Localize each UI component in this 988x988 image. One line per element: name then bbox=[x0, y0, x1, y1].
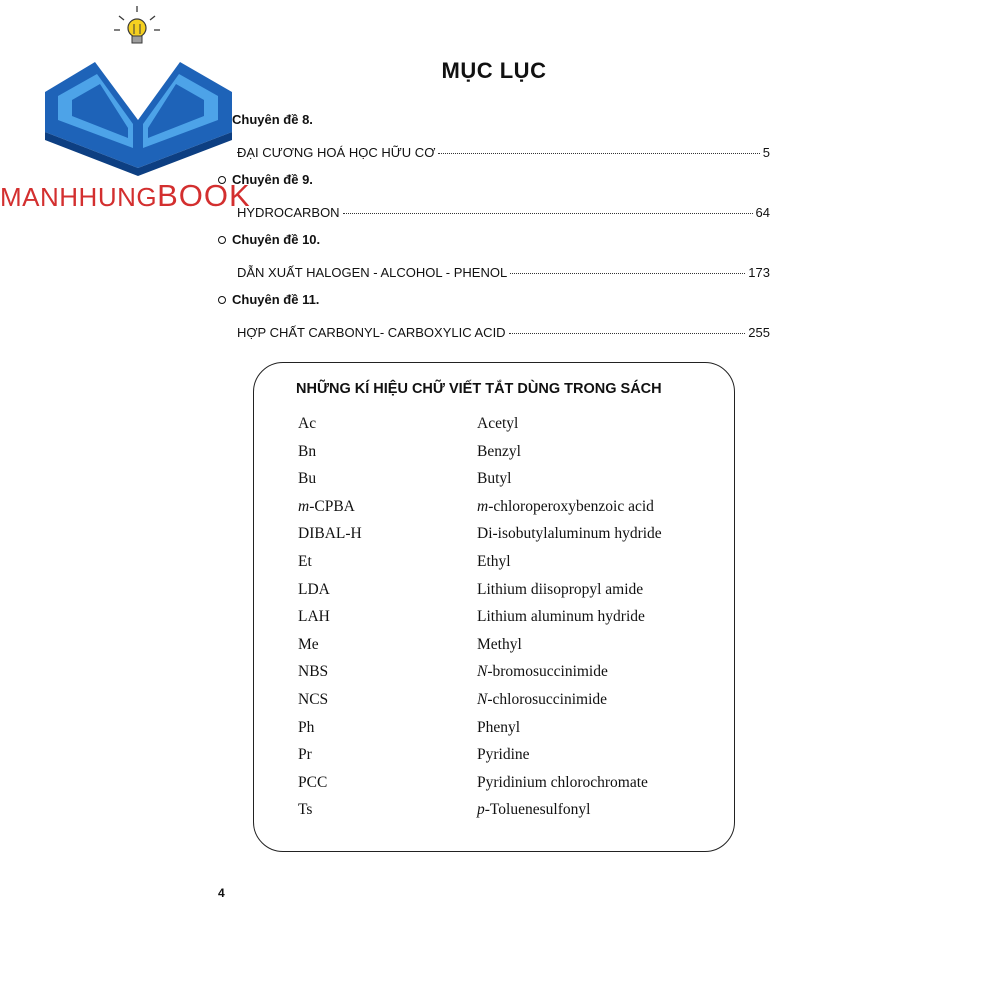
toc-heading-label: Chuyên đề 9. bbox=[232, 172, 313, 187]
abbreviation-text: Ac bbox=[298, 415, 317, 432]
abbreviation-row bbox=[298, 608, 718, 636]
abbreviation-meaning bbox=[477, 719, 718, 747]
dot-leader bbox=[343, 213, 753, 214]
abbreviation-meaning bbox=[477, 553, 718, 581]
meaning-text: Phenyl bbox=[477, 718, 521, 736]
toc-text: HỢP CHẤT CARBONYL- CARBOXYLIC ACID bbox=[237, 325, 506, 340]
meaning-text: Methyl bbox=[477, 635, 522, 653]
meaning-text: -chloroperoxybenzoic acid bbox=[488, 497, 654, 515]
abbreviation-text: LAH bbox=[298, 608, 330, 626]
toc-line bbox=[237, 325, 770, 340]
toc-entry[interactable] bbox=[218, 172, 778, 232]
abbreviation-meaning bbox=[477, 691, 718, 719]
meaning-text: Pyridinium chlorochromate bbox=[477, 773, 648, 791]
toc-line bbox=[237, 145, 770, 160]
abbreviation-row bbox=[298, 415, 718, 443]
toc-line bbox=[237, 205, 770, 220]
abbreviation-text: Pr bbox=[298, 746, 312, 764]
abbreviation-symbol bbox=[298, 498, 477, 526]
abbreviations-list bbox=[298, 415, 718, 829]
meaning-text: Lithium diisopropyl amide bbox=[477, 580, 644, 598]
toc-page-number: 173 bbox=[748, 265, 770, 280]
abbreviation-meaning bbox=[477, 636, 718, 664]
meaning-text: -chlorosuccinimide bbox=[487, 690, 607, 708]
meaning-prefix: p bbox=[477, 801, 485, 819]
toc-page-number: 255 bbox=[748, 325, 770, 340]
toc-page-number: 64 bbox=[755, 205, 770, 220]
abbreviation-row bbox=[298, 553, 718, 581]
abbreviation-row bbox=[298, 581, 718, 609]
abbreviation-row bbox=[298, 691, 718, 719]
abbreviation-meaning bbox=[477, 415, 718, 443]
abbreviation-text: NCS bbox=[298, 690, 329, 708]
circle-bullet-icon bbox=[218, 176, 226, 184]
abbreviation-symbol bbox=[298, 801, 477, 829]
logo-text-book: BOOK bbox=[157, 178, 251, 213]
abbreviation-symbol bbox=[298, 608, 477, 636]
abbreviation-meaning bbox=[477, 443, 718, 471]
abbreviation-meaning bbox=[477, 608, 718, 636]
abbreviations-box bbox=[253, 362, 735, 852]
toc-heading bbox=[218, 172, 313, 187]
circle-bullet-icon bbox=[218, 296, 226, 304]
dot-leader bbox=[438, 153, 759, 154]
toc-text: ĐẠI CƯƠNG HOÁ HỌC HỮU CƠ bbox=[237, 145, 436, 160]
meaning-text: Benzyl bbox=[477, 442, 521, 460]
abbreviation-text: Ph bbox=[298, 718, 315, 736]
meaning-text: -Toluenesulfonyl bbox=[484, 801, 591, 819]
page-title: MỤC LỤC bbox=[441, 58, 547, 83]
dot-leader bbox=[510, 273, 745, 274]
abbreviation-text: -CPBA bbox=[309, 497, 355, 515]
abbreviation-text: DIBAL-H bbox=[298, 525, 362, 543]
abbreviation-text: PCC bbox=[298, 773, 328, 791]
meaning-text: Ethyl bbox=[477, 552, 511, 570]
abbreviations-title: NHỮNG KÍ HIỆU CHỮ VIẾT TẮT DÙNG TRONG SÁCH bbox=[296, 381, 662, 397]
meaning-prefix: N bbox=[477, 663, 488, 681]
toc-page-number: 5 bbox=[762, 145, 770, 160]
toc-entry[interactable] bbox=[218, 292, 778, 352]
abbreviation-row bbox=[298, 801, 718, 829]
meaning-text: Butyl bbox=[477, 470, 512, 488]
toc-heading bbox=[218, 232, 320, 247]
toc-heading bbox=[218, 112, 313, 127]
abbreviation-row bbox=[298, 443, 718, 471]
meaning-prefix: m bbox=[477, 497, 489, 515]
abbreviation-text: Et bbox=[298, 552, 312, 570]
abbreviation-row bbox=[298, 636, 718, 664]
table-of-contents bbox=[218, 112, 778, 352]
abbreviation-text: Me bbox=[298, 635, 319, 653]
meaning-prefix: N bbox=[477, 690, 488, 708]
abbreviation-meaning bbox=[477, 525, 718, 553]
toc-entry[interactable] bbox=[218, 232, 778, 292]
abbreviation-row bbox=[298, 470, 718, 498]
abbreviation-meaning bbox=[477, 581, 718, 609]
abbreviation-row bbox=[298, 746, 718, 774]
logo-wordmark bbox=[0, 178, 251, 214]
toc-heading-label: Chuyên đề 11. bbox=[232, 292, 320, 307]
abbreviation-meaning bbox=[477, 774, 718, 802]
abbreviation-symbol bbox=[298, 553, 477, 581]
abbreviation-prefix: m bbox=[298, 497, 310, 515]
abbreviation-text: NBS bbox=[298, 663, 329, 681]
lightbulb-icon bbox=[114, 6, 160, 43]
toc-text: HYDROCARBON bbox=[237, 205, 340, 220]
abbreviation-meaning bbox=[477, 801, 718, 829]
abbreviation-symbol bbox=[298, 443, 477, 471]
circle-bullet-icon bbox=[218, 236, 226, 244]
meaning-text: Acetyl bbox=[477, 415, 519, 432]
meaning-text: Di-isobutylaluminum hydride bbox=[477, 525, 662, 543]
abbreviation-meaning bbox=[477, 746, 718, 774]
abbreviation-symbol bbox=[298, 663, 477, 691]
abbreviation-symbol bbox=[298, 525, 477, 553]
abbreviation-meaning bbox=[477, 498, 718, 526]
abbreviation-row bbox=[298, 774, 718, 802]
abbreviation-symbol bbox=[298, 719, 477, 747]
logo-text-manhhung: MANHHUNG bbox=[0, 182, 158, 212]
meaning-text: Lithium aluminum hydride bbox=[477, 608, 645, 626]
abbreviation-row bbox=[298, 498, 718, 526]
abbreviation-row bbox=[298, 663, 718, 691]
toc-heading bbox=[218, 292, 319, 307]
abbreviation-meaning bbox=[477, 470, 718, 498]
toc-line bbox=[237, 265, 770, 280]
page-number: 4 bbox=[218, 886, 225, 900]
abbreviation-row bbox=[298, 719, 718, 747]
abbreviation-text: Bn bbox=[298, 442, 317, 460]
toc-heading-label: Chuyên đề 8. bbox=[232, 112, 313, 127]
dot-leader bbox=[509, 333, 746, 334]
abbreviation-text: LDA bbox=[298, 580, 330, 598]
meaning-text: -bromosuccinimide bbox=[487, 663, 608, 681]
toc-text: DẪN XUẤT HALOGEN - ALCOHOL - PHENOL bbox=[237, 265, 508, 280]
abbreviation-meaning bbox=[477, 663, 718, 691]
abbreviation-symbol bbox=[298, 415, 477, 443]
toc-heading-label: Chuyên đề 10. bbox=[232, 232, 321, 247]
abbreviation-symbol bbox=[298, 746, 477, 774]
abbreviation-symbol bbox=[298, 691, 477, 719]
meaning-text: Pyridine bbox=[477, 746, 530, 764]
abbreviation-row bbox=[298, 525, 718, 553]
abbreviation-text: Ts bbox=[298, 801, 313, 819]
abbreviation-symbol bbox=[298, 581, 477, 609]
abbreviation-symbol bbox=[298, 470, 477, 498]
toc-entry[interactable] bbox=[218, 112, 778, 172]
abbreviation-symbol bbox=[298, 774, 477, 802]
abbreviation-symbol bbox=[298, 636, 477, 664]
abbreviation-text: Bu bbox=[298, 470, 317, 488]
